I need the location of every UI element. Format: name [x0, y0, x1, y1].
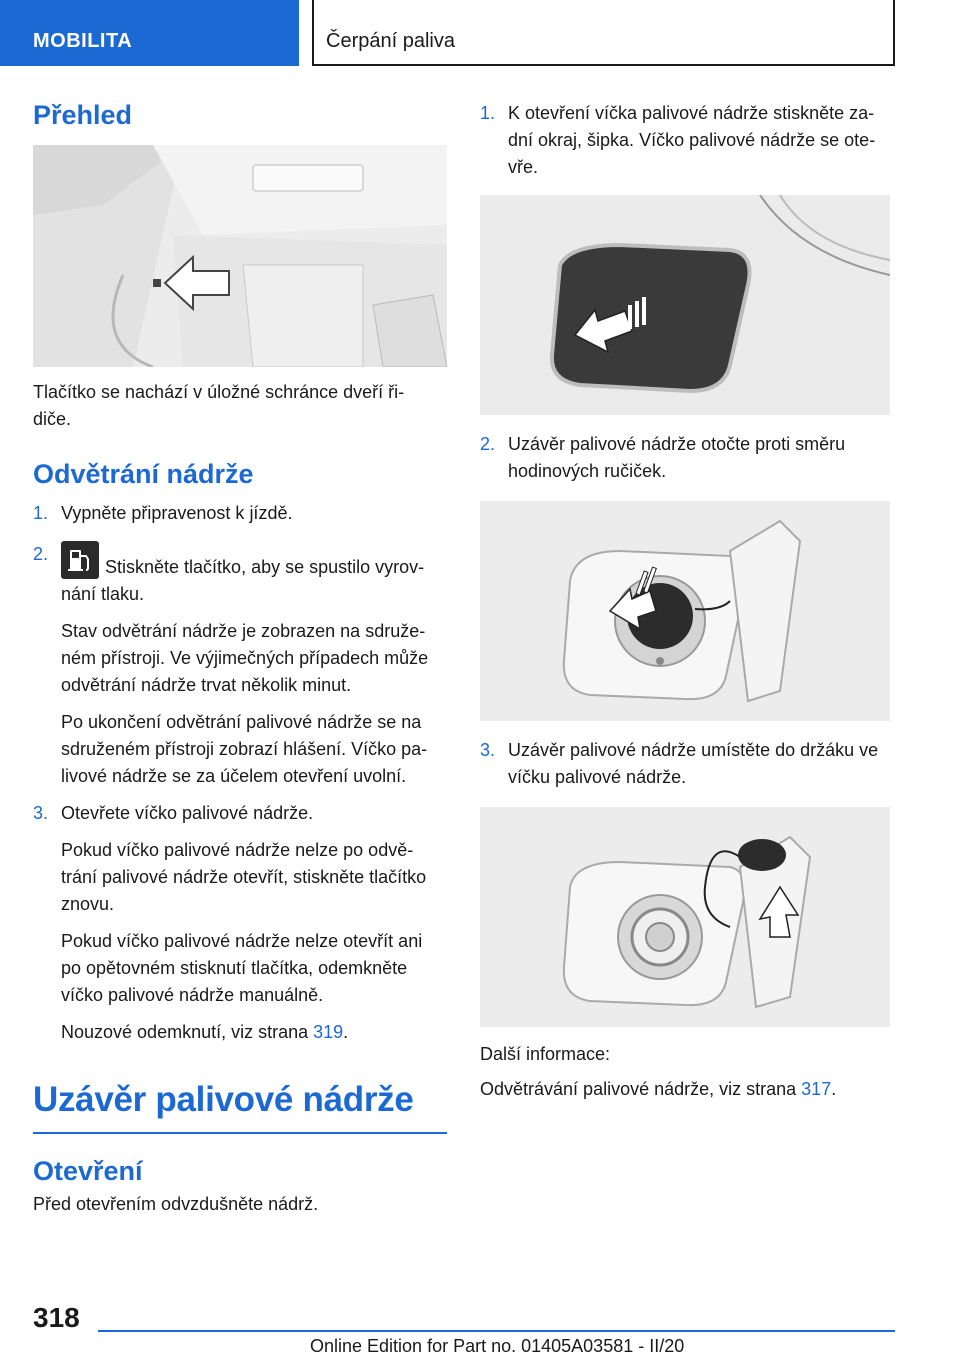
chapter-heading: Uzávěr palivové nádrže	[33, 1080, 414, 1119]
vent-steps	[33, 500, 447, 1046]
page-link-319[interactable]: 319	[313, 1022, 344, 1042]
open-steps	[480, 100, 895, 181]
step-note: Pokud víčko palivové nádrže nelze otevřít ani po opětovném stisknutí tlačítka, odemkněte víčko palivové nádrže manuálně.	[61, 931, 423, 1005]
step-number: 2.	[480, 434, 496, 454]
step-note: Po ukončení odvětrání palivové nádrže se na sdruženém přístroji zobrazí hlášení. Víčko pa- livové nádrže se za účelem otevření uvolní.	[61, 712, 428, 786]
footer-divider	[98, 1330, 895, 1332]
open-steps-cont	[480, 431, 895, 485]
reference-text: Odvětrávání palivové nádrže, viz strana	[480, 1079, 802, 1099]
opening-heading: Otevření	[33, 1156, 143, 1186]
step-text: Vypněte připravenost k jízdě.	[61, 503, 293, 523]
step-number: 2.	[33, 544, 49, 564]
reference-end: .	[831, 1079, 837, 1099]
edition-note: Online Edition for Part no. 01405A03581 - II/20	[310, 1336, 685, 1356]
reference-end: .	[343, 1022, 349, 1042]
vent-step-3	[33, 800, 447, 1046]
open-step-2	[480, 431, 895, 485]
step-note: Pokud víčko palivové nádrže nelze po odvě- trání palivové nádrže otevřít, stiskněte tlačítko znovu.	[61, 840, 427, 914]
step-number: 1.	[480, 103, 496, 123]
page-link-317[interactable]: 317	[801, 1079, 832, 1099]
cap-turn-image	[480, 501, 890, 721]
open-steps-cont-2	[480, 737, 895, 791]
fuel-flap-image	[480, 195, 890, 415]
step-text: K otevření víčka palivové nádrže stiskněte za- dní okraj, šipka. Víčko palivové nádrže se ote- vře.	[508, 103, 876, 177]
page-number: 318	[33, 1302, 80, 1333]
cap-holder-image	[480, 807, 890, 1027]
vent-step-1	[33, 500, 447, 527]
chapter-divider	[33, 1132, 447, 1134]
step-number: 3.	[33, 803, 49, 823]
step-note	[61, 1019, 447, 1046]
right-column	[480, 100, 895, 1103]
left-column	[33, 100, 447, 1218]
fuel-pump-icon	[61, 541, 99, 579]
step-text: Otevřete víčko palivové nádrže.	[61, 803, 314, 823]
vent-heading: Odvětrání nádrže	[33, 459, 254, 489]
chapter-title: Čerpání paliva	[326, 30, 455, 52]
step-text: Stiskněte tlačítko, aby se spustilo vyrov- nání tlaku.	[61, 557, 425, 604]
more-info-text	[480, 1076, 895, 1103]
vent-step-2	[33, 541, 447, 790]
step-text: Uzávěr palivové nádrže umístěte do držáku ve víčku palivové nádrže.	[508, 740, 879, 787]
door-compartment-image	[33, 145, 447, 367]
overview-caption: Tlačítko se nachází v úložné schránce dveří ři- diče.	[33, 382, 405, 429]
step-number: 3.	[480, 740, 496, 760]
section-title: MOBILITA	[33, 30, 133, 52]
section-tab	[0, 0, 299, 66]
reference-text: Nouzové odemknutí, viz strana	[61, 1022, 314, 1042]
chapter-tab	[312, 0, 895, 66]
open-step-1	[480, 100, 895, 181]
step-text: Uzávěr palivové nádrže otočte proti směru hodinových ručiček.	[508, 434, 846, 481]
step-note: Stav odvětrání nádrže je zobrazen na sdruže- ném přístroji. Ve výjimečných případech může odvětrání nádrže trvat několik minut.	[61, 621, 429, 695]
opening-text: Před otevřením odvzdušněte nádrž.	[33, 1194, 319, 1214]
open-step-3	[480, 737, 895, 791]
more-info-label: Další informace:	[480, 1044, 611, 1064]
step-number: 1.	[33, 503, 49, 523]
overview-heading: Přehled	[33, 100, 133, 130]
